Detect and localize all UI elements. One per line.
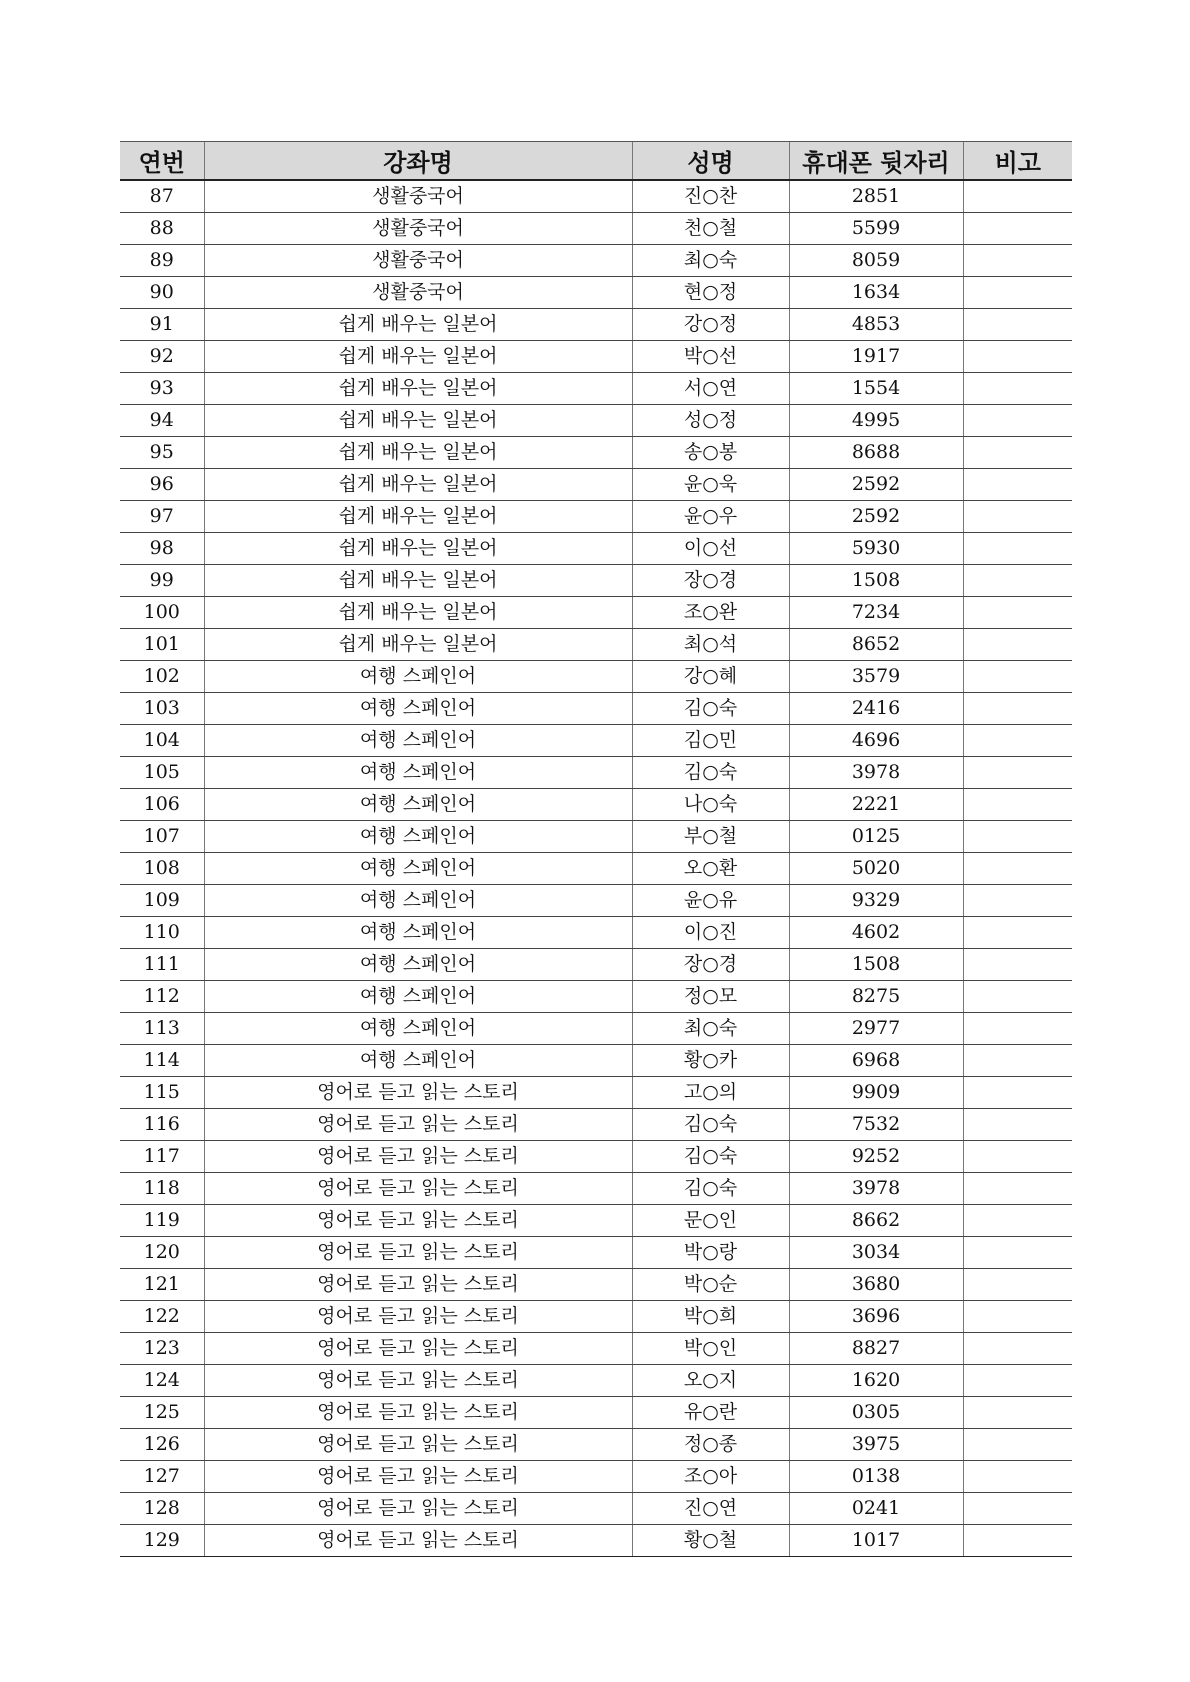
phone-last-digits-cell: 5020 [789,853,963,885]
serial-number-cell: 91 [120,309,204,341]
table-row [120,885,1072,917]
phone-last-digits-cell: 8662 [789,1205,963,1237]
serial-number-cell: 112 [120,981,204,1013]
table-row [120,1269,1072,1301]
student-name-cell: 황○철 [632,1525,789,1557]
student-name-cell: 진○연 [632,1493,789,1525]
remarks-cell [963,1333,1072,1365]
remarks-cell [963,1013,1072,1045]
remarks-cell [963,949,1072,981]
serial-number-cell: 118 [120,1173,204,1205]
phone-last-digits-cell: 2851 [789,180,963,213]
table-row [120,661,1072,693]
student-name-cell: 김○숙 [632,1141,789,1173]
remarks-cell [963,180,1072,213]
serial-number-cell: 108 [120,853,204,885]
student-name-cell: 부○철 [632,821,789,853]
phone-last-digits-cell: 8059 [789,245,963,277]
phone-last-digits-cell: 0305 [789,1397,963,1429]
student-name-cell: 정○모 [632,981,789,1013]
student-name-cell: 박○선 [632,341,789,373]
header-serial-number: 연번 [120,142,204,181]
table-row [120,1397,1072,1429]
table-row [120,1013,1072,1045]
remarks-cell [963,1429,1072,1461]
student-name-cell: 고○의 [632,1077,789,1109]
phone-last-digits-cell: 2977 [789,1013,963,1045]
student-name-cell: 김○숙 [632,757,789,789]
student-name-cell: 이○진 [632,917,789,949]
serial-number-cell: 93 [120,373,204,405]
remarks-cell [963,469,1072,501]
remarks-cell [963,1493,1072,1525]
course-name-cell: 여행 스페인어 [204,1013,632,1045]
course-name-cell: 여행 스페인어 [204,981,632,1013]
phone-last-digits-cell: 9329 [789,885,963,917]
phone-last-digits-cell: 5930 [789,533,963,565]
header-remarks: 비고 [963,142,1072,181]
course-name-cell: 여행 스페인어 [204,885,632,917]
phone-last-digits-cell: 3696 [789,1301,963,1333]
student-name-cell: 박○희 [632,1301,789,1333]
serial-number-cell: 113 [120,1013,204,1045]
remarks-cell [963,1397,1072,1429]
phone-last-digits-cell: 8652 [789,629,963,661]
student-name-cell: 윤○유 [632,885,789,917]
remarks-cell [963,1045,1072,1077]
student-name-cell: 김○숙 [632,1109,789,1141]
table-row [120,853,1072,885]
course-name-cell: 영어로 듣고 읽는 스토리 [204,1365,632,1397]
course-name-cell: 여행 스페인어 [204,693,632,725]
phone-last-digits-cell: 8275 [789,981,963,1013]
phone-last-digits-cell: 8688 [789,437,963,469]
phone-last-digits-cell: 1917 [789,341,963,373]
student-name-cell: 나○숙 [632,789,789,821]
remarks-cell [963,213,1072,245]
table-row [120,1525,1072,1557]
course-name-cell: 쉽게 배우는 일본어 [204,629,632,661]
serial-number-cell: 105 [120,757,204,789]
student-name-cell: 최○숙 [632,245,789,277]
table-row [120,437,1072,469]
phone-last-digits-cell: 1508 [789,565,963,597]
serial-number-cell: 119 [120,1205,204,1237]
serial-number-cell: 124 [120,1365,204,1397]
remarks-cell [963,309,1072,341]
course-name-cell: 여행 스페인어 [204,949,632,981]
remarks-cell [963,1173,1072,1205]
course-name-cell: 여행 스페인어 [204,789,632,821]
phone-last-digits-cell: 2592 [789,501,963,533]
header-phone-last-digits: 휴대폰 뒷자리 [789,142,963,181]
phone-last-digits-cell: 0138 [789,1461,963,1493]
phone-last-digits-cell: 8827 [789,1333,963,1365]
serial-number-cell: 100 [120,597,204,629]
table-row [120,981,1072,1013]
serial-number-cell: 115 [120,1077,204,1109]
remarks-cell [963,1109,1072,1141]
remarks-cell [963,981,1072,1013]
remarks-cell [963,597,1072,629]
course-name-cell: 생활중국어 [204,213,632,245]
remarks-cell [963,725,1072,757]
course-name-cell: 영어로 듣고 읽는 스토리 [204,1525,632,1557]
remarks-cell [963,1301,1072,1333]
table-row [120,1301,1072,1333]
table-row [120,245,1072,277]
remarks-cell [963,533,1072,565]
course-name-cell: 여행 스페인어 [204,725,632,757]
serial-number-cell: 98 [120,533,204,565]
course-name-cell: 영어로 듣고 읽는 스토리 [204,1429,632,1461]
course-name-cell: 영어로 듣고 읽는 스토리 [204,1333,632,1365]
student-name-cell: 박○인 [632,1333,789,1365]
course-name-cell: 영어로 듣고 읽는 스토리 [204,1493,632,1525]
table-row [120,501,1072,533]
table-row [120,341,1072,373]
course-name-cell: 여행 스페인어 [204,853,632,885]
remarks-cell [963,437,1072,469]
table-row [120,1077,1072,1109]
phone-last-digits-cell: 1634 [789,277,963,309]
remarks-cell [963,501,1072,533]
table-row [120,821,1072,853]
course-name-cell: 영어로 듣고 읽는 스토리 [204,1109,632,1141]
table-row [120,373,1072,405]
course-name-cell: 쉽게 배우는 일본어 [204,501,632,533]
student-name-cell: 진○찬 [632,180,789,213]
serial-number-cell: 101 [120,629,204,661]
course-name-cell: 생활중국어 [204,180,632,213]
table-row [120,1461,1072,1493]
course-name-cell: 여행 스페인어 [204,757,632,789]
table-row [120,629,1072,661]
phone-last-digits-cell: 3034 [789,1237,963,1269]
remarks-cell [963,1141,1072,1173]
remarks-cell [963,917,1072,949]
student-name-cell: 박○랑 [632,1237,789,1269]
course-name-cell: 생활중국어 [204,277,632,309]
serial-number-cell: 103 [120,693,204,725]
serial-number-cell: 121 [120,1269,204,1301]
phone-last-digits-cell: 1017 [789,1525,963,1557]
serial-number-cell: 106 [120,789,204,821]
remarks-cell [963,245,1072,277]
remarks-cell [963,405,1072,437]
serial-number-cell: 88 [120,213,204,245]
phone-last-digits-cell: 1508 [789,949,963,981]
student-name-cell: 오○지 [632,1365,789,1397]
student-name-cell: 현○정 [632,277,789,309]
serial-number-cell: 120 [120,1237,204,1269]
phone-last-digits-cell: 1554 [789,373,963,405]
table-row [120,1429,1072,1461]
phone-last-digits-cell: 4696 [789,725,963,757]
student-name-cell: 황○카 [632,1045,789,1077]
table-row [120,533,1072,565]
remarks-cell [963,885,1072,917]
phone-last-digits-cell: 5599 [789,213,963,245]
serial-number-cell: 111 [120,949,204,981]
phone-last-digits-cell: 7234 [789,597,963,629]
remarks-cell [963,277,1072,309]
phone-last-digits-cell: 3680 [789,1269,963,1301]
phone-last-digits-cell: 0125 [789,821,963,853]
course-name-cell: 쉽게 배우는 일본어 [204,373,632,405]
remarks-cell [963,1365,1072,1397]
table-row [120,213,1072,245]
course-name-cell: 쉽게 배우는 일본어 [204,309,632,341]
table-row [120,1493,1072,1525]
course-name-cell: 쉽게 배우는 일본어 [204,437,632,469]
remarks-cell [963,693,1072,725]
course-name-cell: 쉽게 배우는 일본어 [204,469,632,501]
phone-last-digits-cell: 2221 [789,789,963,821]
course-name-cell: 영어로 듣고 읽는 스토리 [204,1077,632,1109]
remarks-cell [963,629,1072,661]
header-student-name: 성명 [632,142,789,181]
serial-number-cell: 122 [120,1301,204,1333]
student-name-cell: 최○숙 [632,1013,789,1045]
remarks-cell [963,565,1072,597]
student-name-cell: 성○정 [632,405,789,437]
serial-number-cell: 110 [120,917,204,949]
student-name-cell: 조○완 [632,597,789,629]
serial-number-cell: 107 [120,821,204,853]
course-name-cell: 영어로 듣고 읽는 스토리 [204,1205,632,1237]
student-name-cell: 강○혜 [632,661,789,693]
table-row [120,277,1072,309]
table-row [120,1333,1072,1365]
course-name-cell: 여행 스페인어 [204,661,632,693]
phone-last-digits-cell: 2592 [789,469,963,501]
remarks-cell [963,661,1072,693]
table-row [120,949,1072,981]
student-name-cell: 송○봉 [632,437,789,469]
serial-number-cell: 116 [120,1109,204,1141]
serial-number-cell: 97 [120,501,204,533]
table-row [120,1045,1072,1077]
course-name-cell: 쉽게 배우는 일본어 [204,565,632,597]
student-name-cell: 천○철 [632,213,789,245]
student-name-cell: 윤○우 [632,501,789,533]
serial-number-cell: 126 [120,1429,204,1461]
remarks-cell [963,821,1072,853]
serial-number-cell: 102 [120,661,204,693]
phone-last-digits-cell: 2416 [789,693,963,725]
table-row [120,789,1072,821]
serial-number-cell: 87 [120,180,204,213]
table-row [120,309,1072,341]
course-name-cell: 영어로 듣고 읽는 스토리 [204,1461,632,1493]
remarks-cell [963,373,1072,405]
phone-last-digits-cell: 0241 [789,1493,963,1525]
course-name-cell: 쉽게 배우는 일본어 [204,405,632,437]
phone-last-digits-cell: 4995 [789,405,963,437]
serial-number-cell: 95 [120,437,204,469]
remarks-cell [963,1205,1072,1237]
serial-number-cell: 90 [120,277,204,309]
remarks-cell [963,853,1072,885]
course-name-cell: 영어로 듣고 읽는 스토리 [204,1173,632,1205]
student-name-cell: 오○환 [632,853,789,885]
student-name-cell: 유○란 [632,1397,789,1429]
serial-number-cell: 127 [120,1461,204,1493]
phone-last-digits-cell: 3579 [789,661,963,693]
phone-last-digits-cell: 3978 [789,1173,963,1205]
table-row [120,597,1072,629]
phone-last-digits-cell: 3975 [789,1429,963,1461]
student-name-cell: 김○민 [632,725,789,757]
student-name-cell: 장○경 [632,949,789,981]
course-name-cell: 여행 스페인어 [204,1045,632,1077]
remarks-cell [963,1525,1072,1557]
serial-number-cell: 89 [120,245,204,277]
student-name-cell: 김○숙 [632,1173,789,1205]
table-row [120,1237,1072,1269]
remarks-cell [963,1461,1072,1493]
course-name-cell: 영어로 듣고 읽는 스토리 [204,1269,632,1301]
serial-number-cell: 123 [120,1333,204,1365]
serial-number-cell: 92 [120,341,204,373]
table-row [120,917,1072,949]
table-row [120,757,1072,789]
table-body [120,180,1072,1557]
table-row [120,725,1072,757]
enrollment-table [120,141,1072,1557]
course-name-cell: 영어로 듣고 읽는 스토리 [204,1301,632,1333]
phone-last-digits-cell: 1620 [789,1365,963,1397]
serial-number-cell: 104 [120,725,204,757]
serial-number-cell: 125 [120,1397,204,1429]
header-course-name: 강좌명 [204,142,632,181]
serial-number-cell: 96 [120,469,204,501]
student-name-cell: 김○숙 [632,693,789,725]
serial-number-cell: 129 [120,1525,204,1557]
phone-last-digits-cell: 3978 [789,757,963,789]
course-name-cell: 생활중국어 [204,245,632,277]
student-name-cell: 문○인 [632,1205,789,1237]
table-row [120,693,1072,725]
course-name-cell: 영어로 듣고 읽는 스토리 [204,1141,632,1173]
remarks-cell [963,1077,1072,1109]
course-name-cell: 영어로 듣고 읽는 스토리 [204,1397,632,1429]
phone-last-digits-cell: 9909 [789,1077,963,1109]
table-row [120,469,1072,501]
remarks-cell [963,341,1072,373]
student-name-cell: 장○경 [632,565,789,597]
serial-number-cell: 114 [120,1045,204,1077]
course-name-cell: 쉽게 배우는 일본어 [204,533,632,565]
student-name-cell: 이○선 [632,533,789,565]
table-row [120,1109,1072,1141]
serial-number-cell: 94 [120,405,204,437]
table-row [120,565,1072,597]
student-name-cell: 최○석 [632,629,789,661]
phone-last-digits-cell: 9252 [789,1141,963,1173]
table-row [120,405,1072,437]
table-row [120,1173,1072,1205]
table-row [120,180,1072,213]
serial-number-cell: 128 [120,1493,204,1525]
course-name-cell: 영어로 듣고 읽는 스토리 [204,1237,632,1269]
phone-last-digits-cell: 6968 [789,1045,963,1077]
remarks-cell [963,1237,1072,1269]
course-name-cell: 여행 스페인어 [204,821,632,853]
course-name-cell: 쉽게 배우는 일본어 [204,341,632,373]
serial-number-cell: 117 [120,1141,204,1173]
student-name-cell: 박○순 [632,1269,789,1301]
phone-last-digits-cell: 4853 [789,309,963,341]
remarks-cell [963,789,1072,821]
student-name-cell: 조○아 [632,1461,789,1493]
student-name-cell: 윤○욱 [632,469,789,501]
serial-number-cell: 109 [120,885,204,917]
remarks-cell [963,1269,1072,1301]
student-name-cell: 강○정 [632,309,789,341]
course-name-cell: 여행 스페인어 [204,917,632,949]
phone-last-digits-cell: 4602 [789,917,963,949]
phone-last-digits-cell: 7532 [789,1109,963,1141]
student-name-cell: 서○연 [632,373,789,405]
serial-number-cell: 99 [120,565,204,597]
student-name-cell: 정○종 [632,1429,789,1461]
enrollment-table-container [120,141,1072,1557]
remarks-cell [963,757,1072,789]
table-row [120,1205,1072,1237]
table-row [120,1141,1072,1173]
course-name-cell: 쉽게 배우는 일본어 [204,597,632,629]
table-row [120,1365,1072,1397]
header-row [120,142,1072,181]
